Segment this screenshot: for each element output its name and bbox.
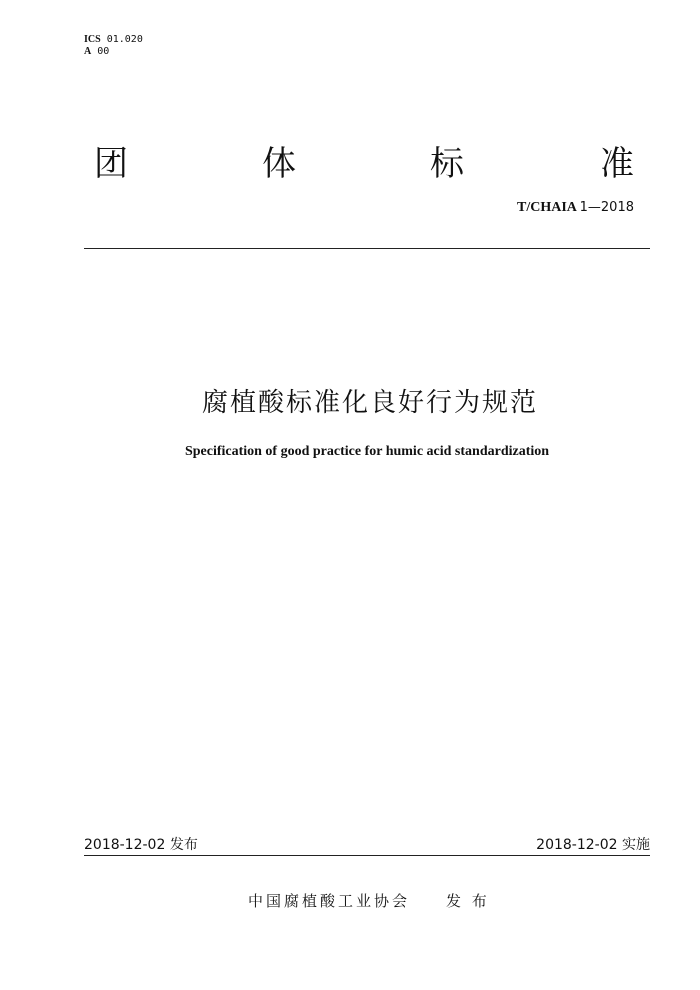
bottom-divider: [84, 855, 650, 856]
ics-line: [84, 34, 143, 46]
implementation-date-value: 2018-12-02: [536, 837, 618, 853]
top-divider: [84, 248, 650, 249]
standard-number-value: 1—2018: [579, 200, 634, 215]
category-char-3: 标: [430, 144, 464, 184]
ccs-label: A: [84, 46, 92, 57]
standard-number: [517, 200, 634, 216]
release-label: 发布: [169, 837, 198, 853]
ics-label: ICS: [84, 34, 101, 45]
implementation-label: 实施: [622, 837, 650, 853]
standard-prefix: T/CHAIA: [517, 200, 577, 215]
release-date: [84, 834, 198, 854]
title-chinese: 腐植酸标准化良好行为规范: [201, 388, 538, 418]
ics-value: 01.020: [106, 34, 143, 45]
category-char-4: 准: [600, 144, 634, 184]
issuer-name: 中国腐植酸工业协会: [248, 892, 411, 910]
ccs-value: 00: [97, 46, 110, 57]
category-char-2: 体: [262, 144, 296, 184]
title-english: Specification of good practice for humic acid standardization: [184, 444, 550, 459]
implementation-date: [536, 834, 650, 854]
issuer-action: 发 布: [446, 892, 490, 910]
ccs-line: [84, 46, 109, 58]
release-date-value: 2018-12-02: [84, 837, 166, 853]
category-char-1: 团: [94, 144, 128, 184]
